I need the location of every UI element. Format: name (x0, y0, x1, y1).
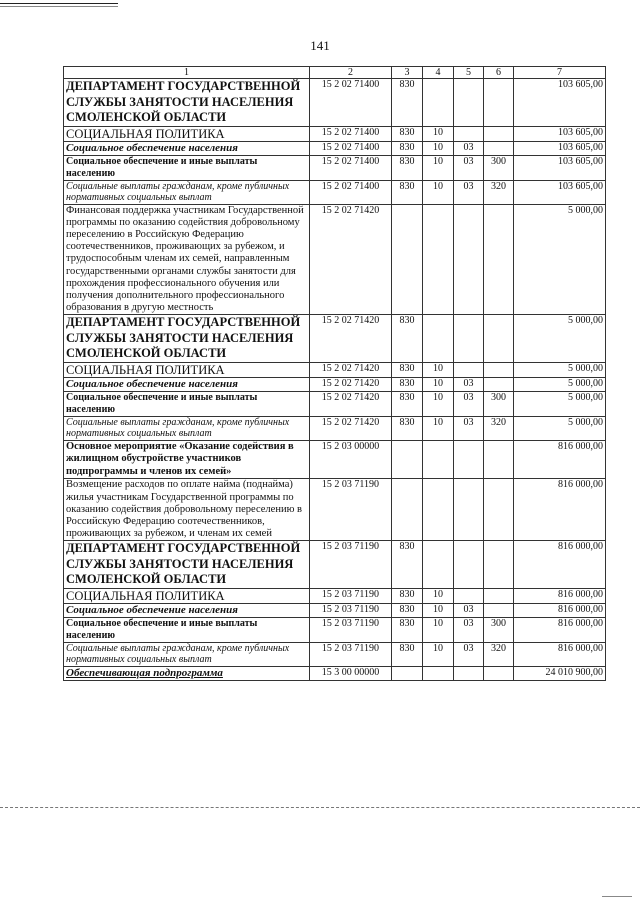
row-code-cell: 15 2 02 71400 (310, 180, 392, 204)
row-col3-cell: 830 (392, 391, 423, 416)
row-col3-cell (392, 204, 423, 315)
table-body (64, 67, 606, 681)
row-col4-cell (423, 666, 454, 680)
row-col6-cell (484, 126, 514, 141)
row-col5-cell (454, 126, 484, 141)
row-code-cell: 15 2 02 71420 (310, 416, 392, 440)
row-sum-cell: 103 605,00 (514, 155, 606, 180)
row-col6-cell (484, 362, 514, 377)
row-code-cell: 15 3 00 00000 (310, 666, 392, 680)
row-col3-cell: 830 (392, 141, 423, 155)
row-sum-cell: 103 605,00 (514, 180, 606, 204)
header-cell-7: 7 (514, 67, 606, 79)
row-code-cell: 15 2 03 71190 (310, 479, 392, 541)
row-sum-cell: 5 000,00 (514, 377, 606, 391)
row-col5-cell: 03 (454, 617, 484, 642)
row-name-cell: Социальные выплаты гражданам, кроме публичных нормативных социальных выплат (64, 416, 310, 440)
row-col3-cell: 830 (392, 603, 423, 617)
row-name-cell: ДЕПАРТАМЕНТ ГОСУДАРСТВЕННОЙ СЛУЖБЫ ЗАНЯТОСТИ НАСЕЛЕНИЯ СМОЛЕНСКОЙ ОБЛАСТИ (64, 315, 310, 363)
row-sum-cell: 816 000,00 (514, 603, 606, 617)
row-name-cell: Социальное обеспечение и иные выплаты населению (64, 617, 310, 642)
row-col3-cell (392, 440, 423, 479)
row-col5-cell (454, 440, 484, 479)
row-sum-cell: 5 000,00 (514, 391, 606, 416)
row-col6-cell (484, 541, 514, 589)
row-code-cell: 15 2 02 71420 (310, 362, 392, 377)
table-row (64, 588, 606, 603)
row-col6-cell: 300 (484, 155, 514, 180)
page-cut-line (0, 807, 640, 808)
row-code-cell: 15 2 03 71190 (310, 541, 392, 589)
table-row (64, 391, 606, 416)
row-name-cell: Социальные выплаты гражданам, кроме публичных нормативных социальных выплат (64, 180, 310, 204)
row-code-cell: 15 2 03 71190 (310, 617, 392, 642)
row-col6-cell (484, 79, 514, 127)
table-row (64, 79, 606, 127)
row-col6-cell (484, 479, 514, 541)
row-sum-cell: 816 000,00 (514, 617, 606, 642)
row-sum-cell: 103 605,00 (514, 79, 606, 127)
row-col5-cell (454, 315, 484, 363)
row-sum-cell: 816 000,00 (514, 541, 606, 589)
row-name-cell: СОЦИАЛЬНАЯ ПОЛИТИКА (64, 588, 310, 603)
row-name-cell: ДЕПАРТАМЕНТ ГОСУДАРСТВЕННОЙ СЛУЖБЫ ЗАНЯТОСТИ НАСЕЛЕНИЯ СМОЛЕНСКОЙ ОБЛАСТИ (64, 79, 310, 127)
budget-table (63, 66, 606, 681)
header-cell-5: 5 (454, 67, 484, 79)
row-col4-cell: 10 (423, 416, 454, 440)
row-col3-cell: 830 (392, 642, 423, 666)
row-col4-cell: 10 (423, 126, 454, 141)
row-col3-cell: 830 (392, 377, 423, 391)
table-row (64, 440, 606, 479)
table-row (64, 642, 606, 666)
row-name-cell: ДЕПАРТАМЕНТ ГОСУДАРСТВЕННОЙ СЛУЖБЫ ЗАНЯТОСТИ НАСЕЛЕНИЯ СМОЛЕНСКОЙ ОБЛАСТИ (64, 541, 310, 589)
row-col4-cell (423, 204, 454, 315)
row-col6-cell (484, 603, 514, 617)
row-col5-cell: 03 (454, 141, 484, 155)
row-col5-cell: 03 (454, 416, 484, 440)
row-code-cell: 15 2 02 71400 (310, 141, 392, 155)
header-cell-1: 1 (64, 67, 310, 79)
row-col5-cell (454, 479, 484, 541)
row-sum-cell: 103 605,00 (514, 126, 606, 141)
table-row (64, 666, 606, 680)
row-col3-cell: 830 (392, 541, 423, 589)
row-col4-cell: 10 (423, 603, 454, 617)
row-col3-cell: 830 (392, 588, 423, 603)
row-col4-cell: 10 (423, 588, 454, 603)
row-col4-cell: 10 (423, 642, 454, 666)
row-name-cell: Социальное обеспечение населения (64, 141, 310, 155)
row-code-cell: 15 2 02 71420 (310, 391, 392, 416)
table-row (64, 141, 606, 155)
row-col6-cell: 320 (484, 180, 514, 204)
row-col5-cell: 03 (454, 377, 484, 391)
row-code-cell: 15 2 02 71420 (310, 377, 392, 391)
table-row (64, 479, 606, 541)
row-name-cell: Возмещение расходов по оплате найма (поднайма) жилья участникам Государственной программы по оказанию содействия добровольному переселению в Российскую Федерацию соотечественников, проживающих за рубежом, и членам их семей (64, 479, 310, 541)
row-sum-cell: 5 000,00 (514, 416, 606, 440)
row-col4-cell: 10 (423, 391, 454, 416)
table-row (64, 155, 606, 180)
row-col4-cell: 10 (423, 180, 454, 204)
row-sum-cell: 24 010 900,00 (514, 666, 606, 680)
row-name-cell: Обеспечивающая подпрограмма (64, 666, 310, 680)
row-col3-cell: 830 (392, 180, 423, 204)
row-col6-cell: 320 (484, 416, 514, 440)
row-col5-cell (454, 541, 484, 589)
row-col5-cell: 03 (454, 391, 484, 416)
row-col5-cell: 03 (454, 180, 484, 204)
row-col4-cell (423, 315, 454, 363)
row-col5-cell: 03 (454, 155, 484, 180)
row-col4-cell (423, 440, 454, 479)
row-col5-cell (454, 79, 484, 127)
header-row (64, 67, 606, 79)
table-row (64, 603, 606, 617)
row-sum-cell: 103 605,00 (514, 141, 606, 155)
row-col3-cell: 830 (392, 79, 423, 127)
row-col4-cell (423, 541, 454, 589)
row-col5-cell: 03 (454, 603, 484, 617)
row-col4-cell (423, 79, 454, 127)
row-name-cell: Социальные выплаты гражданам, кроме публичных нормативных социальных выплат (64, 642, 310, 666)
header-cell-6: 6 (484, 67, 514, 79)
row-col4-cell: 10 (423, 141, 454, 155)
row-col3-cell: 830 (392, 416, 423, 440)
row-code-cell: 15 2 03 71190 (310, 642, 392, 666)
row-col6-cell (484, 588, 514, 603)
row-col6-cell (484, 377, 514, 391)
row-code-cell: 15 2 03 71190 (310, 603, 392, 617)
row-name-cell: Социальное обеспечение и иные выплаты населению (64, 155, 310, 180)
row-code-cell: 15 2 02 71400 (310, 79, 392, 127)
table-row (64, 416, 606, 440)
row-col3-cell: 830 (392, 362, 423, 377)
row-name-cell: Основное мероприятие «Оказание содействия в жилищном обустройстве участников подпрограммы и членов их семей» (64, 440, 310, 479)
table-row (64, 617, 606, 642)
row-name-cell: СОЦИАЛЬНАЯ ПОЛИТИКА (64, 362, 310, 377)
row-sum-cell: 816 000,00 (514, 642, 606, 666)
row-code-cell: 15 2 03 71190 (310, 588, 392, 603)
row-col4-cell: 10 (423, 362, 454, 377)
row-sum-cell: 816 000,00 (514, 479, 606, 541)
row-code-cell: 15 2 02 71400 (310, 155, 392, 180)
header-cell-4: 4 (423, 67, 454, 79)
table-row (64, 126, 606, 141)
header-cell-2: 2 (310, 67, 392, 79)
row-col4-cell: 10 (423, 617, 454, 642)
page-number: 141 (310, 38, 330, 53)
row-sum-cell: 816 000,00 (514, 588, 606, 603)
row-col6-cell (484, 440, 514, 479)
row-name-cell: Финансовая поддержка участникам Государственной программы по оказанию содействия добровольному переселению в Российскую Федерацию соотечественников, проживающих за рубежом, и трудоспособным членам их семей, направленным государственными органами службы занятости для прохождения профессионального обучения или получения дополнительного профессионального образования в другую местность (64, 204, 310, 315)
row-sum-cell: 5 000,00 (514, 362, 606, 377)
corner-mark (602, 896, 632, 897)
row-name-cell: Социальное обеспечение населения (64, 603, 310, 617)
row-col6-cell: 300 (484, 617, 514, 642)
row-col6-cell (484, 315, 514, 363)
table-row (64, 541, 606, 589)
row-code-cell: 15 2 03 00000 (310, 440, 392, 479)
row-sum-cell: 816 000,00 (514, 440, 606, 479)
row-col4-cell: 10 (423, 155, 454, 180)
row-col3-cell: 830 (392, 155, 423, 180)
top-rule-secondary (0, 6, 118, 7)
row-col6-cell: 320 (484, 642, 514, 666)
row-code-cell: 15 2 02 71400 (310, 126, 392, 141)
row-col6-cell (484, 666, 514, 680)
row-col3-cell: 830 (392, 315, 423, 363)
row-col3-cell: 830 (392, 126, 423, 141)
row-col3-cell (392, 666, 423, 680)
row-col5-cell: 03 (454, 642, 484, 666)
row-name-cell: Социальное обеспечение и иные выплаты населению (64, 391, 310, 416)
row-col4-cell (423, 479, 454, 541)
row-col5-cell (454, 588, 484, 603)
row-code-cell: 15 2 02 71420 (310, 204, 392, 315)
header-cell-3: 3 (392, 67, 423, 79)
row-col5-cell (454, 666, 484, 680)
row-sum-cell: 5 000,00 (514, 204, 606, 315)
table-row (64, 377, 606, 391)
row-col4-cell: 10 (423, 377, 454, 391)
row-sum-cell: 5 000,00 (514, 315, 606, 363)
table-row (64, 180, 606, 204)
table-row (64, 362, 606, 377)
row-name-cell: Социальное обеспечение населения (64, 377, 310, 391)
row-col6-cell (484, 141, 514, 155)
row-col6-cell (484, 204, 514, 315)
table-row (64, 315, 606, 363)
row-col5-cell (454, 204, 484, 315)
row-col3-cell: 830 (392, 617, 423, 642)
row-col3-cell (392, 479, 423, 541)
row-col5-cell (454, 362, 484, 377)
row-col6-cell: 300 (484, 391, 514, 416)
table-row (64, 204, 606, 315)
row-code-cell: 15 2 02 71420 (310, 315, 392, 363)
top-rule (0, 3, 118, 4)
row-name-cell: СОЦИАЛЬНАЯ ПОЛИТИКА (64, 126, 310, 141)
